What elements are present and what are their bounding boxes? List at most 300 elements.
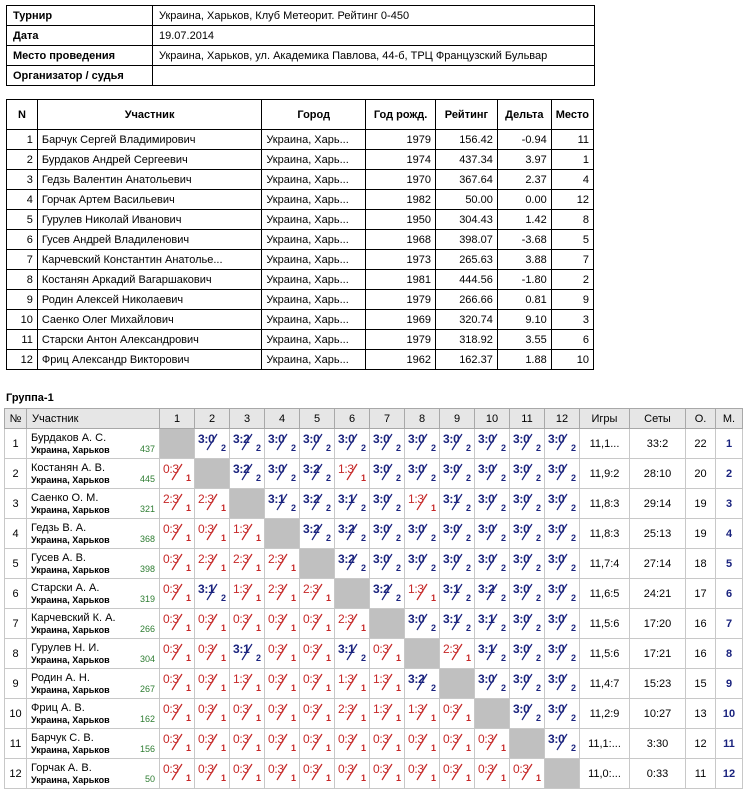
grid-score-cell: [195, 489, 230, 519]
participant-rating: 367.64: [436, 170, 498, 190]
grid-player-cell: [27, 429, 160, 459]
grid-score-cell: [510, 489, 545, 519]
grid-score-cell: [510, 609, 545, 639]
match-score-value: 3:0: [443, 432, 460, 446]
grid-score-cell: [335, 699, 370, 729]
match-points: 2: [395, 443, 401, 453]
match-score-value: 3:0: [513, 612, 530, 626]
match-points: 2: [395, 533, 401, 543]
grid-score-cell: [440, 639, 475, 669]
participant-birth-year: 1979: [366, 330, 436, 350]
grid-score-cell: [370, 459, 405, 489]
participant-birth-year: 1968: [366, 230, 436, 250]
match-points: 1: [465, 653, 471, 663]
participant-city: Украина, Харь...: [262, 170, 366, 190]
grid-score-cell: [300, 459, 335, 489]
participant-name: Старски Антон Александрович: [37, 330, 261, 350]
grid-score-cell: [160, 519, 195, 549]
match-score: [266, 431, 298, 453]
match-points: 2: [395, 473, 401, 483]
grid-player-rating: 368: [139, 534, 155, 544]
match-score-value: 0:3: [408, 762, 424, 776]
group-row: [5, 489, 743, 519]
match-score-value: 0:3: [373, 642, 389, 656]
participant-place: 12: [551, 190, 593, 210]
grid-games: 11,8:3: [580, 519, 630, 549]
match-score: [546, 731, 578, 753]
match-score: [231, 761, 263, 783]
participant-row: [7, 210, 594, 230]
match-points: 1: [185, 503, 191, 513]
match-points: 2: [500, 473, 506, 483]
match-score: [441, 491, 473, 513]
participant-birth-year: 1962: [366, 350, 436, 370]
grid-player-name: Фриц А. В.: [31, 701, 85, 714]
match-points: 2: [500, 623, 506, 633]
participant-row: [7, 330, 594, 350]
match-points: 1: [500, 743, 506, 753]
match-score: [161, 491, 193, 513]
match-score: [546, 521, 578, 543]
grid-points: 19: [686, 519, 716, 549]
match-score-value: 0:3: [303, 732, 319, 746]
match-score-value: 0:3: [163, 762, 179, 776]
match-score: [371, 521, 403, 543]
grid-score-cell: [370, 759, 405, 789]
grid-player-rating: 156: [139, 744, 155, 754]
grid-score-cell: [195, 519, 230, 549]
match-score: [336, 671, 368, 693]
match-score-value: 0:3: [163, 582, 179, 596]
participant-birth-year: 1974: [366, 150, 436, 170]
participant-place: 3: [551, 310, 593, 330]
match-score-value: 3:0: [478, 672, 495, 686]
participant-delta: -3.68: [497, 230, 551, 250]
grid-diagonal-cell: [265, 519, 300, 549]
participants-header-row: [7, 100, 594, 130]
match-score-value: 3:0: [548, 462, 565, 476]
match-points: 1: [220, 743, 226, 753]
match-score: [196, 521, 228, 543]
match-score-value: 3:0: [443, 552, 460, 566]
match-score: [336, 491, 368, 513]
participant-name: Горчак Артем Васильевич: [37, 190, 261, 210]
match-score: [511, 461, 543, 483]
match-score-value: 0:3: [443, 762, 459, 776]
match-score-value: 3:0: [548, 702, 565, 716]
grid-row-number: 12: [5, 759, 27, 789]
match-points: 2: [395, 593, 401, 603]
match-points: 1: [500, 773, 506, 783]
match-score: [476, 491, 508, 513]
match-points: 1: [255, 593, 261, 603]
match-score: [371, 551, 403, 573]
grid-score-cell: [510, 519, 545, 549]
grid-diagonal-cell: [335, 579, 370, 609]
participant-number: 5: [7, 210, 38, 230]
match-score: [231, 521, 263, 543]
match-points: 2: [220, 443, 226, 453]
grid-col-header: 8: [405, 409, 440, 429]
match-score: [476, 521, 508, 543]
match-points: 1: [395, 713, 401, 723]
match-points: 2: [430, 623, 436, 633]
match-score-value: 3:0: [513, 552, 530, 566]
group-title: Группа-1: [6, 392, 54, 404]
participant-city: Украина, Харь...: [262, 210, 366, 230]
match-score-value: 3:2: [303, 522, 320, 536]
match-points: 2: [220, 593, 226, 603]
match-score: [231, 671, 263, 693]
grid-score-cell: [440, 609, 475, 639]
grid-points: 18: [686, 549, 716, 579]
match-score-value: 1:3: [373, 672, 389, 686]
match-points: 2: [465, 533, 471, 543]
group-results-grid: [4, 408, 743, 789]
grid-player-city: Украина, Харьков: [31, 504, 110, 515]
match-score-value: 0:3: [268, 672, 284, 686]
grid-score-cell: [230, 579, 265, 609]
participant-row: [7, 130, 594, 150]
grid-score-cell: [510, 549, 545, 579]
grid-score-cell: [545, 669, 580, 699]
grid-player-city: Украина, Харьков: [31, 684, 110, 695]
grid-score-cell: [440, 549, 475, 579]
match-points: 1: [185, 773, 191, 783]
grid-games: 11,1:...: [580, 729, 630, 759]
grid-player-cell: [27, 699, 160, 729]
grid-player-cell: [27, 609, 160, 639]
grid-score-cell: [405, 729, 440, 759]
match-score-value: 1:3: [408, 492, 424, 506]
match-points: 2: [570, 683, 576, 693]
match-points: 1: [325, 713, 331, 723]
grid-col-header: 7: [370, 409, 405, 429]
match-score: [406, 521, 438, 543]
grid-score-cell: [265, 489, 300, 519]
match-score: [546, 551, 578, 573]
match-score: [301, 761, 333, 783]
grid-score-cell: [545, 609, 580, 639]
grid-score-cell: [160, 729, 195, 759]
match-score-value: 0:3: [163, 552, 179, 566]
match-score: [231, 701, 263, 723]
participant-city: Украина, Харь...: [262, 250, 366, 270]
match-score: [371, 701, 403, 723]
participant-delta: -0.94: [497, 130, 551, 150]
match-score: [441, 731, 473, 753]
grid-col-header: 9: [440, 409, 475, 429]
participant-birth-year: 1981: [366, 270, 436, 290]
participant-rating: 437.34: [436, 150, 498, 170]
grid-score-cell: [195, 669, 230, 699]
match-score: [301, 581, 333, 603]
grid-games: 11,4:7: [580, 669, 630, 699]
grid-score-cell: [370, 519, 405, 549]
participant-rating: 265.63: [436, 250, 498, 270]
match-points: 1: [360, 623, 366, 633]
grid-games: 11,5:6: [580, 639, 630, 669]
match-points: 2: [535, 443, 541, 453]
participant-number: 10: [7, 310, 38, 330]
match-score-value: 3:0: [303, 432, 320, 446]
match-score-value: 2:3: [198, 552, 214, 566]
grid-score-cell: [545, 639, 580, 669]
grid-player-rating: 162: [139, 714, 155, 724]
grid-row-number: 2: [5, 459, 27, 489]
participant-delta: 9.10: [497, 310, 551, 330]
match-points: 1: [220, 773, 226, 783]
grid-player-cell: [27, 729, 160, 759]
match-score-value: 3:2: [373, 582, 390, 596]
match-score: [546, 461, 578, 483]
grid-diagonal-cell: [370, 609, 405, 639]
match-points: 1: [255, 743, 261, 753]
info-value: Украина, Харьков, ул. Академика Павлова, 44-б, ТРЦ Французский Бульвар: [153, 46, 595, 66]
match-score: [266, 461, 298, 483]
grid-points: 11: [686, 759, 716, 789]
grid-score-cell: [440, 699, 475, 729]
participant-rating: 156.42: [436, 130, 498, 150]
match-score-value: 0:3: [268, 702, 284, 716]
match-score: [301, 641, 333, 663]
match-score: [406, 431, 438, 453]
grid-player-name: Карчевский К. А.: [31, 611, 116, 624]
match-points: 1: [185, 623, 191, 633]
match-score: [476, 551, 508, 573]
match-score-value: 3:0: [408, 552, 425, 566]
grid-score-cell: [510, 579, 545, 609]
match-score-value: 3:0: [548, 432, 565, 446]
match-score: [196, 491, 228, 513]
match-score: [476, 581, 508, 603]
match-points: 1: [325, 623, 331, 633]
grid-score-cell: [405, 489, 440, 519]
grid-score-cell: [545, 429, 580, 459]
match-score-value: 3:0: [373, 432, 390, 446]
match-points: 1: [255, 533, 261, 543]
participant-place: 10: [551, 350, 593, 370]
grid-score-cell: [300, 639, 335, 669]
grid-num-header: №: [5, 409, 27, 429]
grid-player-rating: 304: [139, 654, 155, 664]
grid-place: 9: [716, 669, 743, 699]
match-points: 1: [465, 713, 471, 723]
grid-score-cell: [160, 579, 195, 609]
grid-player-name: Бурдаков А. С.: [31, 431, 107, 444]
match-score: [371, 581, 403, 603]
grid-score-cell: [405, 609, 440, 639]
grid-sets: 33:2: [630, 429, 686, 459]
grid-score-cell: [405, 459, 440, 489]
match-score: [336, 431, 368, 453]
participant-delta: 3.55: [497, 330, 551, 350]
match-score: [161, 731, 193, 753]
grid-score-cell: [300, 429, 335, 459]
grid-player-city: Украина, Харьков: [31, 654, 110, 665]
info-row: [7, 66, 595, 86]
match-score: [266, 701, 298, 723]
match-score-value: 3:2: [338, 522, 355, 536]
match-points: 1: [360, 473, 366, 483]
match-score-value: 3:0: [548, 522, 565, 536]
match-score-value: 3:1: [233, 642, 250, 656]
grid-score-cell: [265, 759, 300, 789]
match-points: 1: [255, 773, 261, 783]
match-points: 1: [395, 653, 401, 663]
match-score-value: 0:3: [198, 762, 214, 776]
grid-score-cell: [230, 549, 265, 579]
group-row: [5, 699, 743, 729]
participant-birth-year: 1973: [366, 250, 436, 270]
match-score-value: 0:3: [408, 732, 424, 746]
match-points: 2: [430, 533, 436, 543]
match-score-value: 2:3: [338, 702, 354, 716]
match-points: 2: [535, 683, 541, 693]
match-score: [441, 761, 473, 783]
info-value: [153, 66, 595, 86]
participant-city: Украина, Харь...: [262, 270, 366, 290]
grid-games: 11,5:6: [580, 609, 630, 639]
grid-col-header: 2: [195, 409, 230, 429]
match-score-value: 3:0: [548, 642, 565, 656]
grid-sets: 10:27: [630, 699, 686, 729]
match-points: 2: [325, 503, 331, 513]
participant-name: Костанян Аркадий Вагаршакович: [37, 270, 261, 290]
grid-score-cell: [195, 729, 230, 759]
grid-score-cell: [510, 429, 545, 459]
participant-place: 9: [551, 290, 593, 310]
match-points: 1: [220, 683, 226, 693]
match-points: 1: [185, 743, 191, 753]
match-points: 2: [535, 503, 541, 513]
grid-player-name: Барчук С. В.: [31, 731, 94, 744]
match-points: 1: [360, 773, 366, 783]
match-score: [441, 431, 473, 453]
match-score: [301, 671, 333, 693]
grid-player-rating: 398: [139, 564, 155, 574]
match-score: [336, 731, 368, 753]
grid-score-cell: [230, 759, 265, 789]
grid-score-cell: [440, 459, 475, 489]
info-row: [7, 26, 595, 46]
match-score-value: 0:3: [303, 762, 319, 776]
match-points: 2: [465, 443, 471, 453]
match-points: 1: [290, 653, 296, 663]
participant-rating: 266.66: [436, 290, 498, 310]
match-score-value: 0:3: [268, 612, 284, 626]
match-points: 2: [570, 563, 576, 573]
grid-col-header: 5: [300, 409, 335, 429]
match-points: 2: [465, 563, 471, 573]
grid-diagonal-cell: [300, 549, 335, 579]
match-score-value: 1:3: [338, 672, 354, 686]
participant-number: 3: [7, 170, 38, 190]
grid-score-cell: [405, 579, 440, 609]
match-score: [476, 431, 508, 453]
grid-score-cell: [300, 579, 335, 609]
match-score-value: 0:3: [198, 522, 214, 536]
grid-player-cell: [27, 459, 160, 489]
match-score-value: 0:3: [198, 672, 214, 686]
match-score-value: 3:2: [338, 552, 355, 566]
grid-col-header: 6: [335, 409, 370, 429]
grid-score-cell: [160, 609, 195, 639]
match-score: [546, 611, 578, 633]
match-score: [511, 521, 543, 543]
match-score-value: 3:1: [338, 492, 355, 506]
grid-col-header: 1: [160, 409, 195, 429]
participant-delta: 1.88: [497, 350, 551, 370]
grid-player-name: Гурулев Н. И.: [31, 641, 100, 654]
match-score: [511, 761, 543, 783]
match-points: 2: [465, 473, 471, 483]
match-points: 1: [430, 743, 436, 753]
match-score: [476, 671, 508, 693]
match-score-value: 3:2: [233, 432, 250, 446]
match-score-value: 0:3: [198, 642, 214, 656]
grid-score-cell: [300, 669, 335, 699]
match-score-value: 3:0: [513, 462, 530, 476]
match-score-value: 3:0: [408, 612, 425, 626]
match-score-value: 3:1: [478, 612, 495, 626]
participant-place: 11: [551, 130, 593, 150]
match-score-value: 3:0: [373, 492, 390, 506]
grid-player-cell: [27, 489, 160, 519]
participant-name: Саенко Олег Михайлович: [37, 310, 261, 330]
match-score: [441, 641, 473, 663]
grid-score-cell: [230, 429, 265, 459]
grid-place: 2: [716, 459, 743, 489]
participant-row: [7, 310, 594, 330]
grid-score-cell: [440, 489, 475, 519]
match-score: [301, 491, 333, 513]
participant-city: Украина, Харь...: [262, 130, 366, 150]
grid-score-cell: [475, 579, 510, 609]
match-score-value: 1:3: [338, 462, 354, 476]
grid-place-header: М.: [716, 409, 743, 429]
participant-rating: 162.37: [436, 350, 498, 370]
match-score: [371, 761, 403, 783]
match-score: [196, 611, 228, 633]
grid-games: 11,6:5: [580, 579, 630, 609]
match-points: 2: [465, 503, 471, 513]
grid-points: 12: [686, 729, 716, 759]
match-points: 1: [360, 683, 366, 693]
match-points: 2: [570, 473, 576, 483]
match-score: [196, 731, 228, 753]
grid-sets: 15:23: [630, 669, 686, 699]
grid-score-cell: [265, 429, 300, 459]
match-points: 1: [395, 773, 401, 783]
group-header-row: [5, 409, 743, 429]
match-score-value: 3:0: [478, 462, 495, 476]
match-score-value: 3:0: [478, 552, 495, 566]
participant-birth-year: 1950: [366, 210, 436, 230]
match-score-value: 0:3: [233, 732, 249, 746]
match-points: 2: [570, 443, 576, 453]
match-points: 2: [395, 563, 401, 573]
grid-score-cell: [510, 699, 545, 729]
match-score-value: 2:3: [163, 492, 179, 506]
grid-score-cell: [545, 459, 580, 489]
match-points: 2: [500, 653, 506, 663]
match-score-value: 0:3: [373, 732, 389, 746]
participant-row: [7, 190, 594, 210]
participant-city: Украина, Харь...: [262, 230, 366, 250]
match-score: [196, 671, 228, 693]
grid-score-cell: [510, 459, 545, 489]
